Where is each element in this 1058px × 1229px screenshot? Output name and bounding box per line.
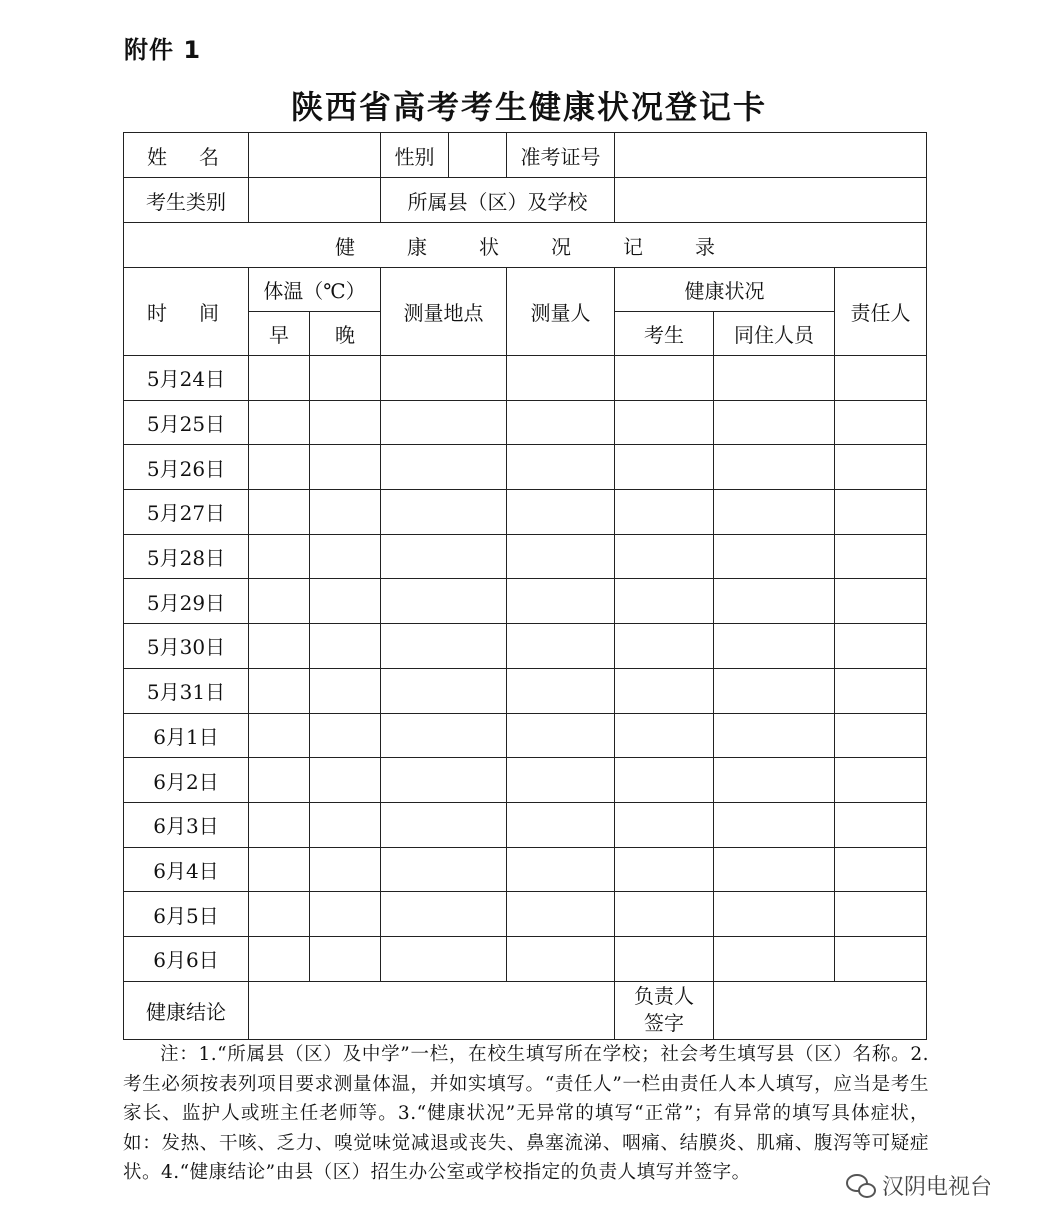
notes-text: 注：1.“所属县（区）及中学”一栏，在校生填写所在学校；社会考生填写县（区）名称。2. 考生必须按表列项目要求测量体温，并如实填写。“责任人”一栏由责任人本人填写，应当是考生家长、监护人或班主任老师等。3.“健康状况”无异常的填写“正常”；有异常的填写具体症状，如：发热、干咳、乏力、嗅觉味觉减退或丧失、鼻塞流涕、咽痛、结膜炎、肌痛、腹泻等可疑症状。4.“健康结论”由县（区）招生办公室或学校指定的负责人填写并签字。	[123, 1044, 929, 1183]
student-label: 考生	[615, 312, 714, 356]
measurer-cell[interactable]	[507, 668, 615, 713]
cohabitant-health-cell[interactable]	[714, 713, 835, 758]
responsible-cell[interactable]	[835, 356, 927, 401]
evening-temp-cell[interactable]	[310, 534, 381, 579]
responsible-cell[interactable]	[835, 713, 927, 758]
records-heading: 健康状况记录	[124, 223, 927, 268]
measurer-cell[interactable]	[507, 490, 615, 535]
morning-temp-cell[interactable]	[249, 624, 310, 669]
school-label: 所属县（区）及学校	[381, 178, 615, 223]
date-cell: 6月6日	[124, 936, 249, 981]
measurer-cell[interactable]	[507, 624, 615, 669]
location-cell[interactable]	[381, 936, 507, 981]
morning-temp-cell[interactable]	[249, 668, 310, 713]
cohabitant-health-cell[interactable]	[714, 445, 835, 490]
location-cell[interactable]	[381, 668, 507, 713]
ticket-number-field[interactable]	[615, 133, 927, 178]
category-field[interactable]	[249, 178, 381, 223]
category-label: 考生类别	[124, 178, 249, 223]
measurer-cell[interactable]	[507, 579, 615, 624]
morning-temp-cell[interactable]	[249, 892, 310, 937]
measurer-cell[interactable]	[507, 356, 615, 401]
date-cell: 5月28日	[124, 534, 249, 579]
date-row	[124, 668, 927, 713]
date-row	[124, 624, 927, 669]
wechat-icon	[846, 1172, 874, 1198]
measurer-cell[interactable]	[507, 847, 615, 892]
responsible-cell[interactable]	[835, 936, 927, 981]
date-row	[124, 534, 927, 579]
responsible-cell[interactable]	[835, 490, 927, 535]
date-row	[124, 579, 927, 624]
evening-label: 晚	[310, 312, 381, 356]
measurer-cell[interactable]	[507, 713, 615, 758]
location-cell[interactable]	[381, 892, 507, 937]
date-row	[124, 802, 927, 847]
watermark	[846, 1168, 1036, 1202]
measurer-cell[interactable]	[507, 936, 615, 981]
location-cell[interactable]	[381, 802, 507, 847]
evening-temp-cell[interactable]	[310, 802, 381, 847]
time-label: 时 间	[124, 268, 249, 356]
date-row	[124, 847, 927, 892]
evening-temp-cell[interactable]	[310, 490, 381, 535]
student-health-cell[interactable]	[615, 758, 714, 803]
cohabitant-health-cell[interactable]	[714, 490, 835, 535]
date-cell: 6月1日	[124, 713, 249, 758]
date-row	[124, 936, 927, 981]
location-cell[interactable]	[381, 490, 507, 535]
school-field[interactable]	[615, 178, 927, 223]
date-cell: 6月4日	[124, 847, 249, 892]
student-health-cell[interactable]	[615, 624, 714, 669]
responsible-label: 责任人	[835, 268, 927, 356]
temperature-label: 体温（℃）	[249, 268, 381, 312]
date-row	[124, 445, 927, 490]
location-cell[interactable]	[381, 758, 507, 803]
date-row	[124, 713, 927, 758]
responsible-cell[interactable]	[835, 400, 927, 445]
student-health-cell[interactable]	[615, 802, 714, 847]
cohabitant-health-cell[interactable]	[714, 668, 835, 713]
location-cell[interactable]	[381, 445, 507, 490]
date-cell: 5月25日	[124, 400, 249, 445]
date-row	[124, 400, 927, 445]
date-cell: 5月26日	[124, 445, 249, 490]
health-status-label: 健康状况	[615, 268, 835, 312]
date-cell: 6月5日	[124, 892, 249, 937]
cohabitant-health-cell[interactable]	[714, 802, 835, 847]
notes	[123, 1040, 929, 1188]
morning-temp-cell[interactable]	[249, 847, 310, 892]
student-health-cell[interactable]	[615, 668, 714, 713]
morning-temp-cell[interactable]	[249, 445, 310, 490]
responsible-cell[interactable]	[835, 758, 927, 803]
morning-temp-cell[interactable]	[249, 758, 310, 803]
date-row	[124, 892, 927, 937]
measurer-cell[interactable]	[507, 534, 615, 579]
location-cell[interactable]	[381, 356, 507, 401]
ticket-number-label: 准考证号	[507, 133, 615, 178]
signer-field[interactable]	[714, 981, 927, 1039]
student-health-cell[interactable]	[615, 892, 714, 937]
date-cell: 5月31日	[124, 668, 249, 713]
conclusion-label: 健康结论	[124, 981, 249, 1039]
gender-label: 性别	[381, 133, 449, 178]
date-row	[124, 490, 927, 535]
evening-temp-cell[interactable]	[310, 400, 381, 445]
student-health-cell[interactable]	[615, 936, 714, 981]
form-title: 陕西省高考考生健康状况登记卡	[290, 88, 767, 126]
student-health-cell[interactable]	[615, 579, 714, 624]
cohabitant-health-cell[interactable]	[714, 758, 835, 803]
cohabitant-label: 同住人员	[714, 312, 835, 356]
morning-temp-cell[interactable]	[249, 400, 310, 445]
gender-field[interactable]	[449, 133, 507, 178]
signer-label: 负责人 签字	[615, 981, 714, 1039]
evening-temp-cell[interactable]	[310, 579, 381, 624]
student-health-cell[interactable]	[615, 356, 714, 401]
evening-temp-cell[interactable]	[310, 356, 381, 401]
cohabitant-health-cell[interactable]	[714, 356, 835, 401]
morning-label: 早	[249, 312, 310, 356]
evening-temp-cell[interactable]	[310, 668, 381, 713]
responsible-cell[interactable]	[835, 668, 927, 713]
student-health-cell[interactable]	[615, 400, 714, 445]
student-health-cell[interactable]	[615, 445, 714, 490]
measurer-cell[interactable]	[507, 758, 615, 803]
evening-temp-cell[interactable]	[310, 624, 381, 669]
measurer-cell[interactable]	[507, 802, 615, 847]
responsible-cell[interactable]	[835, 445, 927, 490]
location-cell[interactable]	[381, 400, 507, 445]
measurer-label: 测量人	[507, 268, 615, 356]
date-cell: 5月30日	[124, 624, 249, 669]
date-cell: 6月3日	[124, 802, 249, 847]
location-cell[interactable]	[381, 847, 507, 892]
cohabitant-health-cell[interactable]	[714, 892, 835, 937]
morning-temp-cell[interactable]	[249, 579, 310, 624]
responsible-cell[interactable]	[835, 847, 927, 892]
cohabitant-health-cell[interactable]	[714, 579, 835, 624]
evening-temp-cell[interactable]	[310, 713, 381, 758]
student-health-cell[interactable]	[615, 490, 714, 535]
student-health-cell[interactable]	[615, 534, 714, 579]
responsible-cell[interactable]	[835, 892, 927, 937]
measurer-cell[interactable]	[507, 400, 615, 445]
health-registration-table	[123, 132, 927, 1040]
cohabitant-health-cell[interactable]	[714, 534, 835, 579]
date-cell: 5月27日	[124, 490, 249, 535]
location-cell[interactable]	[381, 579, 507, 624]
date-cell: 6月2日	[124, 758, 249, 803]
morning-temp-cell[interactable]	[249, 534, 310, 579]
student-health-cell[interactable]	[615, 847, 714, 892]
morning-temp-cell[interactable]	[249, 802, 310, 847]
evening-temp-cell[interactable]	[310, 936, 381, 981]
location-cell[interactable]	[381, 624, 507, 669]
cohabitant-health-cell[interactable]	[714, 847, 835, 892]
evening-temp-cell[interactable]	[310, 892, 381, 937]
cohabitant-health-cell[interactable]	[714, 936, 835, 981]
measurer-cell[interactable]	[507, 445, 615, 490]
date-row	[124, 758, 927, 803]
measurer-cell[interactable]	[507, 892, 615, 937]
evening-temp-cell[interactable]	[310, 758, 381, 803]
name-label: 姓 名	[124, 133, 249, 178]
morning-temp-cell[interactable]	[249, 490, 310, 535]
responsible-cell[interactable]	[835, 579, 927, 624]
location-label: 测量地点	[381, 268, 507, 356]
cohabitant-health-cell[interactable]	[714, 400, 835, 445]
name-field[interactable]	[249, 133, 381, 178]
evening-temp-cell[interactable]	[310, 847, 381, 892]
responsible-cell[interactable]	[835, 534, 927, 579]
morning-temp-cell[interactable]	[249, 713, 310, 758]
date-row	[124, 356, 927, 401]
date-cell: 5月24日	[124, 356, 249, 401]
date-cell: 5月29日	[124, 579, 249, 624]
student-health-cell[interactable]	[615, 713, 714, 758]
conclusion-field[interactable]	[249, 981, 615, 1039]
location-cell[interactable]	[381, 713, 507, 758]
evening-temp-cell[interactable]	[310, 445, 381, 490]
morning-temp-cell[interactable]	[249, 936, 310, 981]
responsible-cell[interactable]	[835, 624, 927, 669]
location-cell[interactable]	[381, 534, 507, 579]
watermark-text: 汉阴电视台	[882, 1174, 993, 1200]
attachment-label: 附件 1	[124, 36, 202, 64]
responsible-cell[interactable]	[835, 802, 927, 847]
cohabitant-health-cell[interactable]	[714, 624, 835, 669]
morning-temp-cell[interactable]	[249, 356, 310, 401]
